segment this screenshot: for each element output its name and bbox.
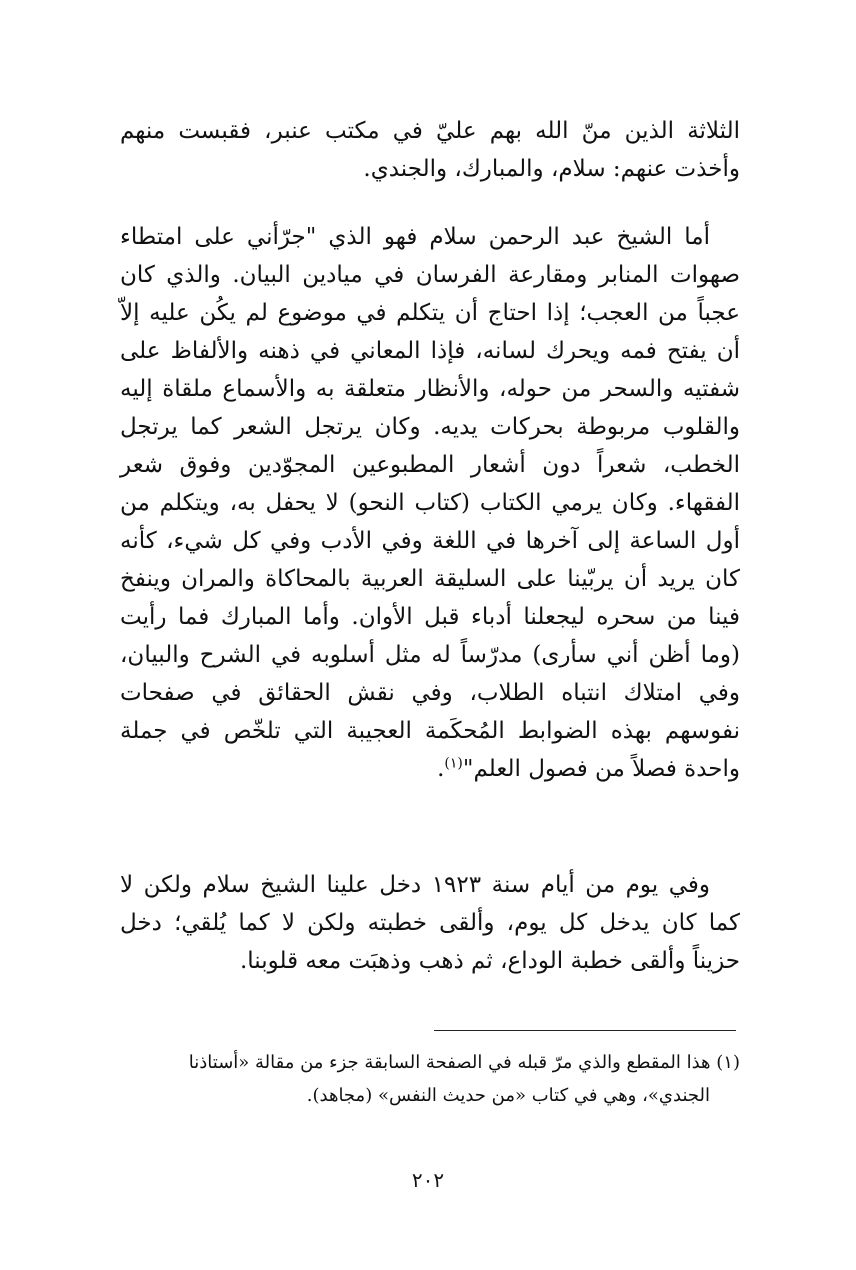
footnote-line-1: (١) هذا المقطع والذي مرّ قبله في الصفحة السابقة جزء من مقالة «أستاذنا	[188, 1052, 740, 1073]
page-number: ٢٠٢	[411, 1168, 445, 1192]
footnote-reference[interactable]: (١)	[444, 755, 463, 772]
footnote	[120, 1046, 740, 1112]
footnote-line-2: الجندي»، وهي في كتاب «من حديث النفس» (مجاهد).	[306, 1085, 710, 1106]
footnote-separator	[434, 1030, 736, 1031]
paragraph-sheikh-salam	[120, 218, 740, 788]
paragraph-year-1923: وفي يوم من أيام سنة ١٩٢٣ دخل علينا الشيخ سلام ولكن لا كما كان يدخل كل يوم، وألقى خطبته ولكن لا كما يُلقي؛ دخل حزيناً وألقى خطبة الوداع، ثم ذهب وذهبَت معه قلوبنا.	[120, 872, 740, 974]
paragraph-sheikh-salam-text: أما الشيخ عبد الرحمن سلام فهو الذي "جرّأني على امتطاء صهوات المنابر ومقارعة الفرسان في ميادين البيان. والذي كان عجباً من العجب؛ إذا احتاج أن يتكلم في موضوع لم يكُن عليه إلاّ أن يفتح فمه ويحرك لسانه، فإذا المعاني في ذهنه والألفاظ على شفتيه والسحر من حوله، والأنظار متعلقة به والأسماع ملقاة إليه والقلوب مربوطة بحركات يديه. وكان يرتجل الشعر كما يرتجل الخطب، شعراً دون أشعار المطبوعين المجوّدين وفوق شعر الفقهاء. وكان يرمي الكتاب (كتاب النحو) لا يحفل به، ويتكلم من أول الساعة إلى آخرها في اللغة وفي الأدب وفي كل شيء، كأنه كان يريد أن يربّينا على السليقة العربية بالمحاكاة والمران وينفخ فينا من سحره ليجعلنا أدباء قبل الأوان. وأما المبارك فما رأيت (وما أظن أني سأرى) مدرّساً له مثل أسلوبه في الشرح والبيان، وفي امتلاك انتباه الطلاب، وفي نقش الحقائق في صفحات نفوسهم بهذه الضوابط المُحكَمة العجيبة التي تلخّص في جملة واحدة فصلاً من فصول العلم"	[120, 224, 740, 782]
paragraph-end-period: .	[437, 756, 445, 782]
paragraph-continuation: الثلاثة الذين منّ الله بهم عليّ في مكتب عنبر، فقبست منهم وأخذت عنهم: سلام، والمبارك، والجندي.	[120, 118, 740, 182]
